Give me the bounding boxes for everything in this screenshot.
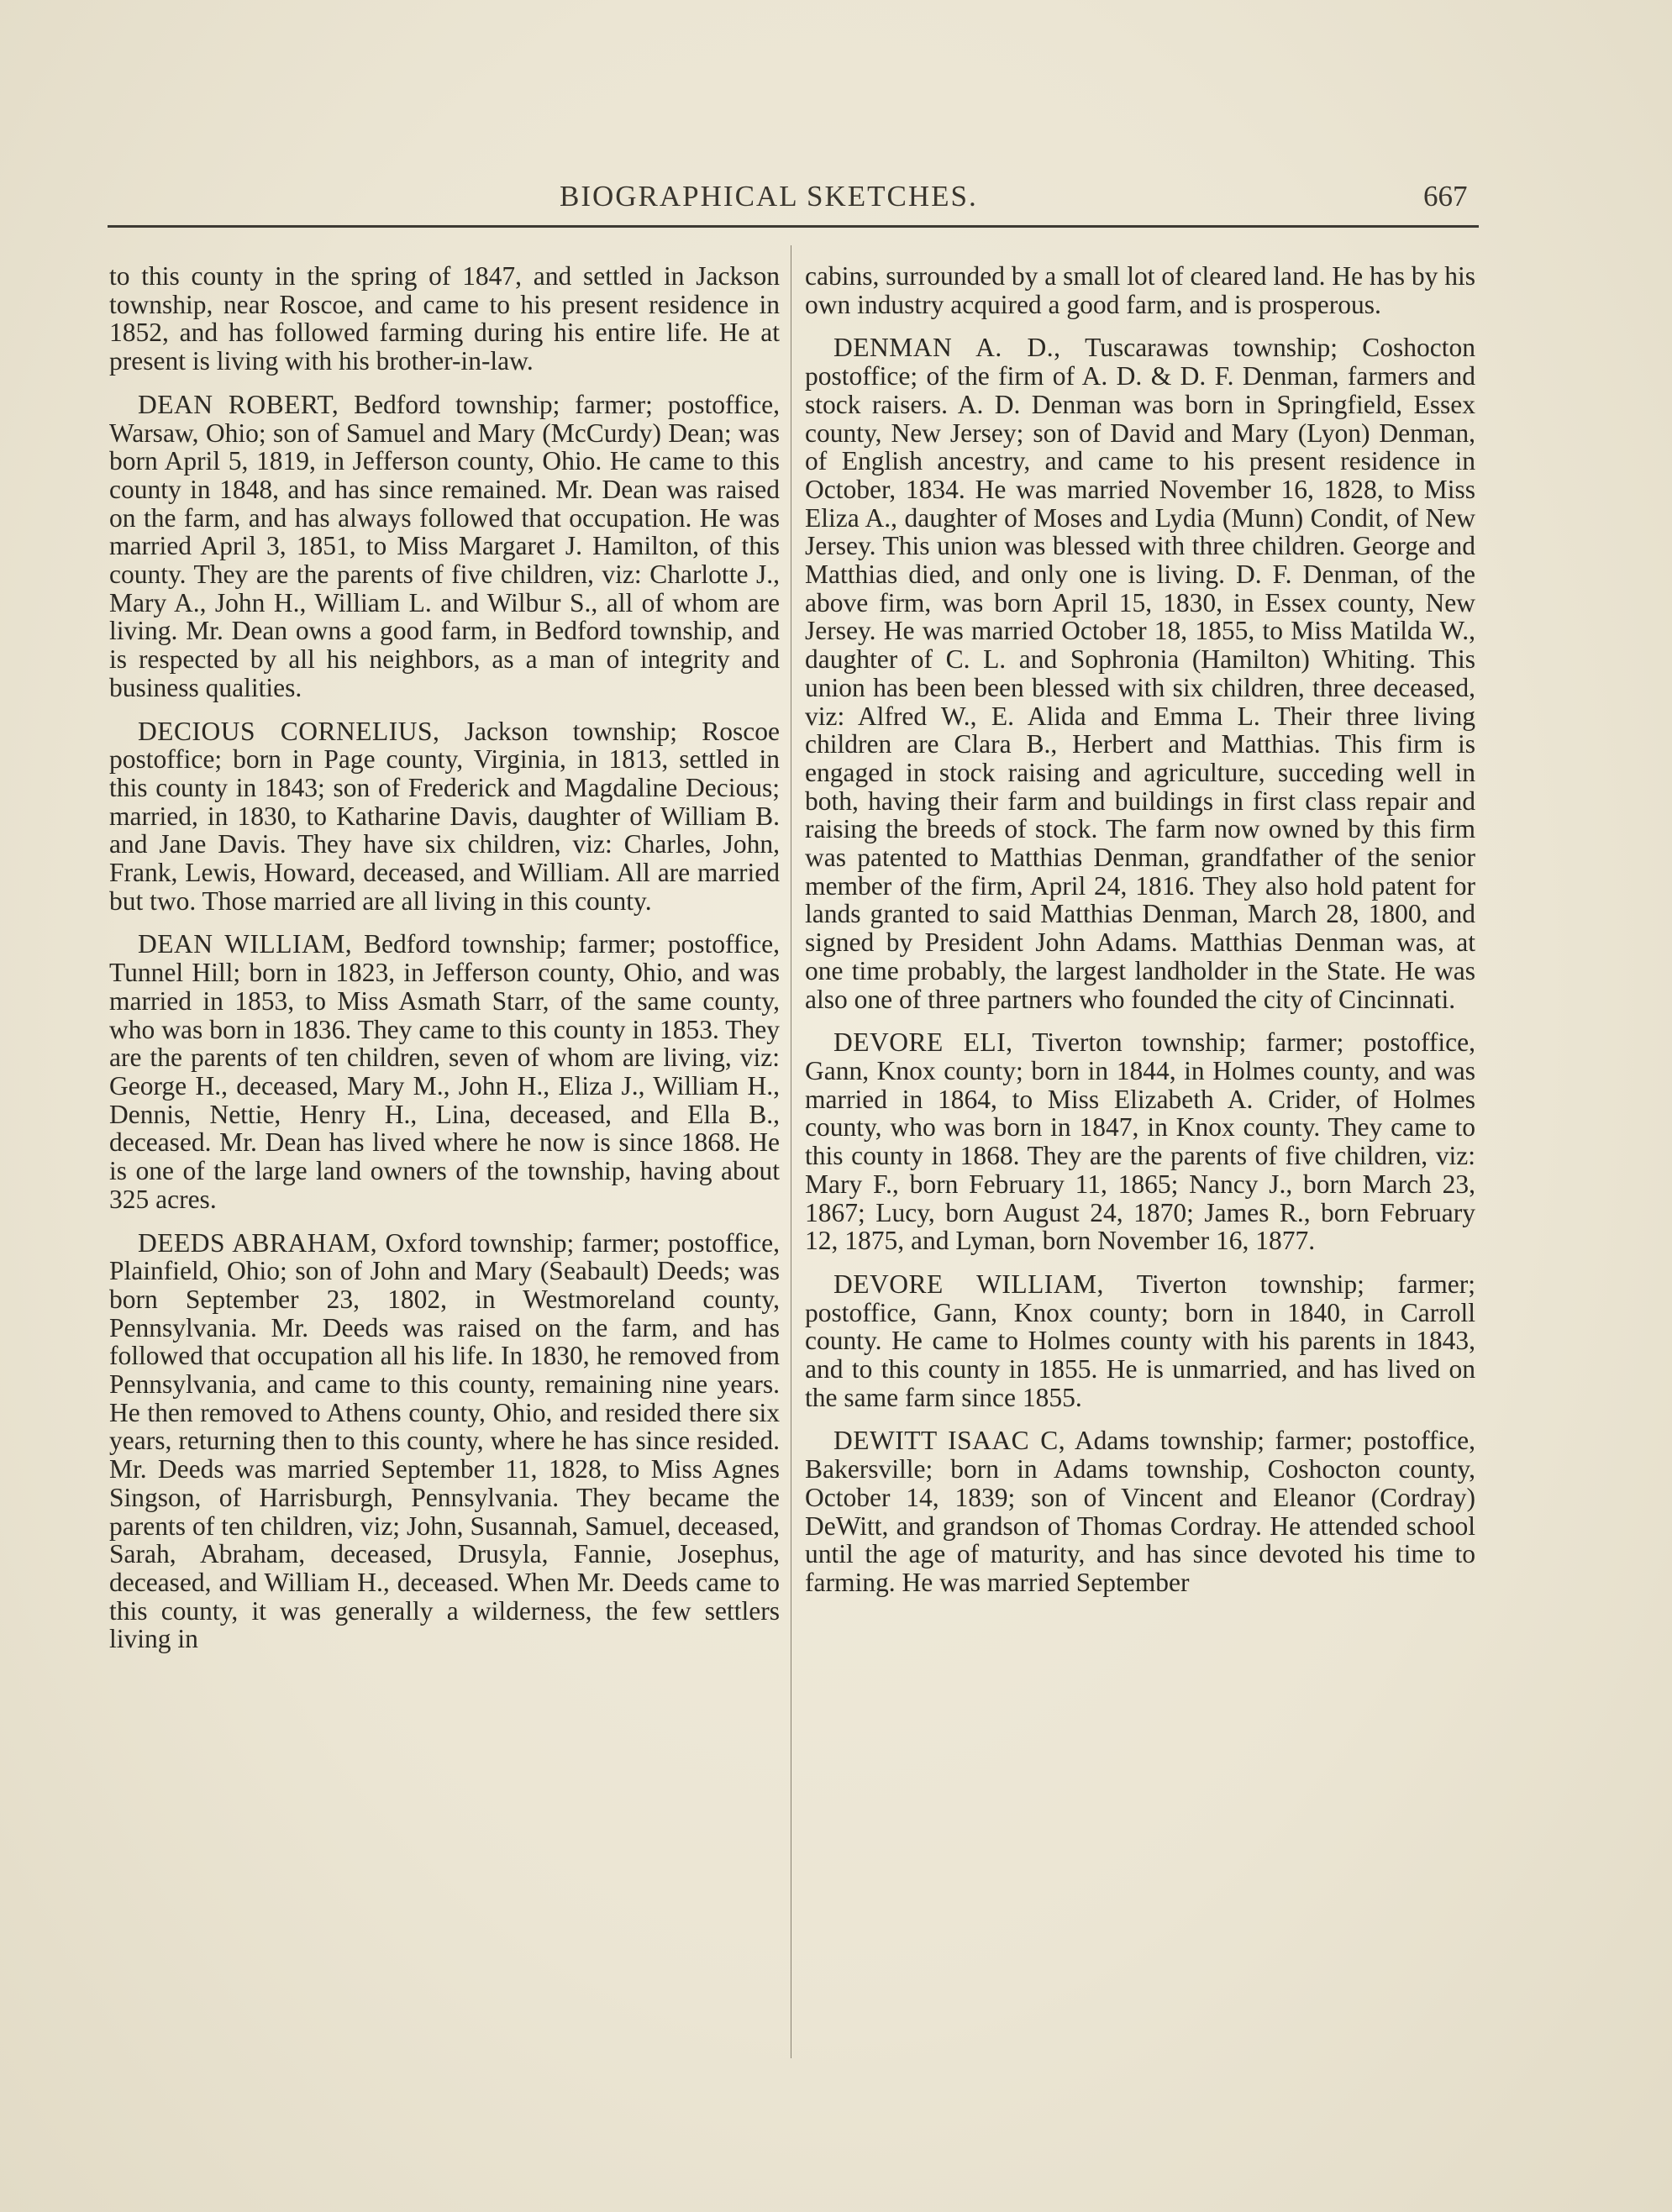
entry-devore-eli	[805, 1028, 1475, 1255]
entry-text: Tiverton township; farmer; postoffice, Gann, Knox county; born in 1840, in Carroll county. He came to Holmes county with his parents in 1843, and to this county in 1855. He is unmarried, and has lived on the same farm since 1855.	[805, 1269, 1475, 1412]
running-title: BIOGRAPHICAL SKETCHES.	[560, 180, 978, 213]
page-number: 667	[1423, 180, 1468, 213]
entry-name: DECIOUS CORNELIUS,	[138, 716, 440, 746]
entry-name: DEVORE ELI,	[833, 1027, 1013, 1058]
entry-deeds-abraham	[109, 1229, 780, 1654]
entry-name: DEVORE WILLIAM,	[833, 1269, 1104, 1299]
entry-dewitt-isaac	[805, 1427, 1475, 1596]
entry-text: Bedford township; farmer; postoffice, Warsaw, Ohio; son of Samuel and Mary (McCurdy) Dean; was born April 5, 1819, in Jefferson county, Ohio. He came to this county in 1848, and has since remained. Mr. Dean was raised on the farm, and has always followed that occupation. He was married April 3, 1851, to Miss Margaret J. Hamilton, of this county. They are the parents of five children, viz: Charlotte J., Mary A., John H., William L. and Wilbur S., all of whom are living. Mr. Dean owns a good farm, in Bedford township, and is respected by all his neighbors, as a man of integrity and business qualities.	[109, 389, 780, 702]
right-column	[805, 262, 1475, 1612]
entry-name: DENMAN A. D.,	[833, 333, 1061, 363]
entry-text: cabins, surrounded by a small lot of cleared land. He has by his own industry acquired a good farm, and is prosperous.	[805, 261, 1475, 319]
running-head	[0, 180, 1672, 222]
entry-name: DEEDS ABRAHAM,	[138, 1227, 378, 1258]
entry-decious-cornelius	[109, 717, 780, 916]
entry-continuation	[805, 262, 1475, 318]
entry-denman-ad	[805, 334, 1475, 1013]
entry-text: Jackson township; Roscoe postoffice; born in Page county, Virginia, in 1813, settled in this county in 1843; son of Frederick and Magdaline Decious; married, in 1830, to Katharine Davis, daughter of William B. and Jane Davis. They have six children, viz: Charles, John, Frank, Lewis, Howard, deceased, and William. All are married but two. Those married are all living in this county.	[109, 716, 780, 916]
entry-name: DEAN WILLIAM,	[138, 929, 353, 959]
entry-devore-william	[805, 1270, 1475, 1412]
entry-name: DEAN ROBERT,	[138, 389, 339, 419]
left-column	[109, 262, 780, 1668]
entry-text: Oxford township; farmer; postoffice, Plainfield, Ohio; son of John and Mary (Seabault) Deeds; was born September 23, 1802, in Westmoreland county, Pennsylvania. Mr. Deeds was raised on the farm, and has followed that occupation all his life. In 1830, he removed from Pennsylvania, and came to this county, remaining nine years. He then removed to Athens county, Ohio, and resided there six years, returning then to this county, where he has since resided. Mr. Deeds was married September 11, 1828, to Miss Agnes Singson, of Harrisburgh, Pennsylvania. They became the parents of ten children, viz; John, Susannah, Samuel, deceased, Sarah, Abraham, deceased, Drusyla, Fannie, Josephus, deceased, and William H., deceased. When Mr. Deeds came to this county, it was generally a wilderness, the few settlers living in	[109, 1227, 780, 1654]
entry-text: Tiverton township; farmer; postoffice, Gann, Knox county; born in 1844, in Holmes county, and was married in 1864, to Miss Elizabeth A. Crider, of Holmes county, who was born in 1847, in Knox county. They came to this county in 1868. They are the parents of five children, viz: Mary F., born February 11, 1865; Nancy J., born March 23, 1867; Lucy, born August 24, 1870; James R., born February 12, 1875, and Lyman, born November 16, 1877.	[805, 1027, 1475, 1256]
entry-text: Adams township; farmer; postoffice, Bakersville; born in Adams township, Coshocton county, October 14, 1839; son of Vincent and Eleanor (Cordray) DeWitt, and grandson of Thomas Cordray. He attended school until the age of maturity, and has since devoted his time to farming. He was married September	[805, 1426, 1475, 1597]
entry-text: Tuscarawas township; Coshocton postoffice; of the firm of A. D. & D. F. Denman, farmers and stock raisers. A. D. Denman was born in Springfield, Essex county, New Jersey; son of David and Mary (Lyon) Denman, of English ancestry, and came to his present residence in October, 1834. He was married November 16, 1828, to Miss Eliza A., daughter of Moses and Lydia (Munn) Condit, of New Jersey. This union was blessed with three children. George and Matthias died, and only one is living. D. F. Denman, of the above firm, was born April 15, 1830, in Essex county, New Jersey. He was married October 18, 1855, to Miss Matilda W., daughter of C. L. and Sophronia (Hamilton) Whiting. This union has been been blessed with six children, three deceased, viz: Alfred W., E. Alida and Emma L. Their three living children are Clara B., Herbert and Matthias. This firm is engaged in stock raising and agriculture, succeding well in both, having their farm and buildings in first class repair and raising the breeds of stock. The farm now owned by this firm was patented to Matthias Denman, grandfather of the senior member of the firm, April 24, 1816. They also hold patent for lands granted to said Matthias Denman, March 28, 1800, and signed by President John Adams. Matthias Denman was, at one time probably, the largest landholder in the State. He was also one of three partners who founded the city of Cincinnati.	[805, 333, 1475, 1014]
entry-name: DEWITT ISAAC C,	[833, 1426, 1066, 1456]
entry-dean-william	[109, 930, 780, 1213]
header-rule	[108, 225, 1479, 228]
entry-continuation	[109, 262, 780, 376]
entry-text: to this county in the spring of 1847, and settled in Jackson township, near Roscoe, and came to his present residence in 1852, and has followed farming during his entire life. He at present is living with his brother-in-law.	[109, 261, 780, 376]
entry-dean-robert	[109, 391, 780, 702]
entry-text: Bedford township; farmer; postoffice, Tunnel Hill; born in 1823, in Jefferson county, Ohio, and was married in 1853, to Miss Asmath Starr, of the same county, who was born in 1836. They came to this county in 1853. They are the parents of ten children, seven of whom are living, viz: George H., deceased, Mary M., John H., Eliza J., William H., Dennis, Nettie, Henry H., Lina, deceased, and Ella B., deceased. Mr. Dean has lived where he now is since 1868. He is one of the large land owners of the township, having about 325 acres.	[109, 929, 780, 1214]
